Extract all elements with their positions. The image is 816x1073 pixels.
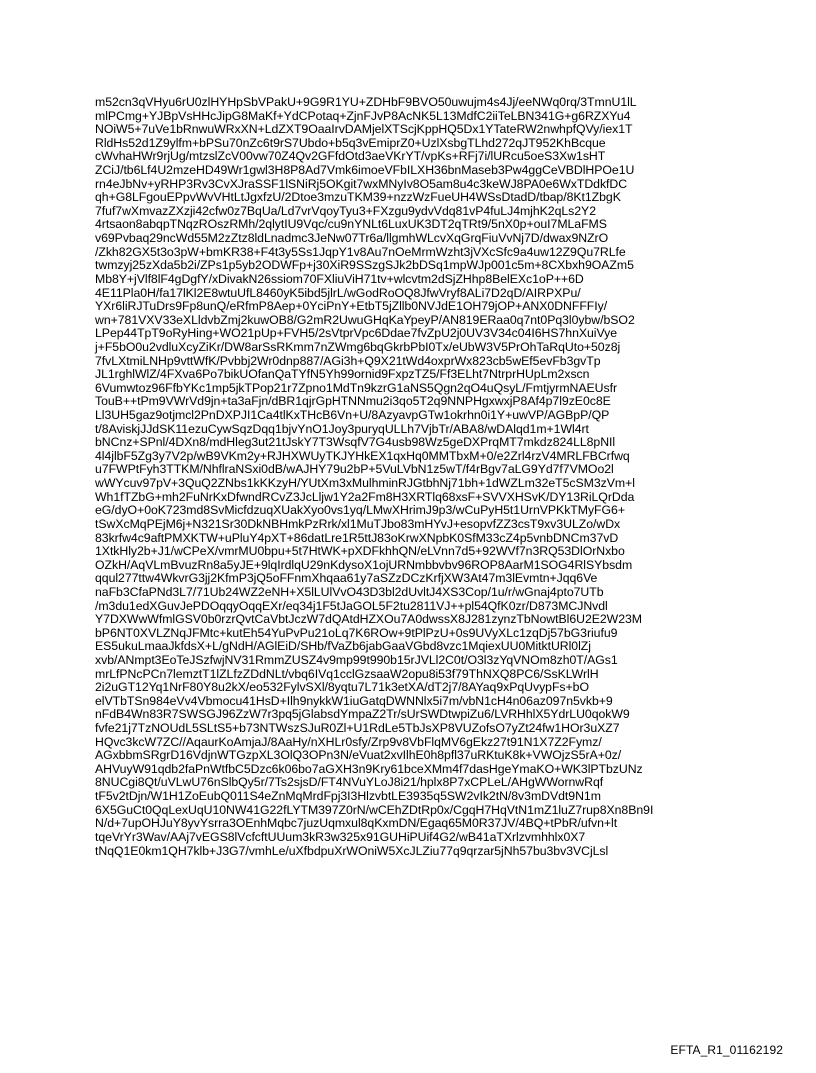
text-line: 1XtkHly2b+J1/wCPeX/vmrMU0bpu+5t7HtWK+pXDFkhhQN/eLVnn7d5+92WVf7n3RQ53DlOrNxbo: [95, 544, 625, 559]
text-line: rn4eJbNv+yRHP3Rv3CvXJraSSF1lSNiRj5OKgit7wxMNyIv8O5am8u4c3keWJ8PA0e6WxTDdkfDC: [95, 176, 628, 191]
text-line: 83krfw4c9aftPMXKTW+uPluY4pXT+86datLre1R5ttJ83oKrwXNpbK0SfM33cZ4p5vnbDNCm37vD: [95, 530, 619, 545]
text-line: LPep44TpT9oRyHing+WO21pUp+FVH5/2sVtprVpc6Ddae7fvZpU2j0UV3V34c04I6HS7hnXuiVye: [95, 326, 618, 341]
text-line: u7FWPtFyh3TTKM/NhflraNSxi0dB/wAJHY79u2bP+5VuLVbN1z5wT/f4rBgv7aLG9Yd7f7VMOo2l: [95, 462, 614, 477]
text-line: qqul277ttw4WkvrG3jj2KfmP3jQ5oFFnmXhqaa61y7aSZzDCzKrfjXW3At47m3lEvmtn+Jqq6Ve: [95, 571, 598, 586]
text-line: 7fuf7wXmvazZXzji42cfw0z7BqUa/Ld7vrVqoyTyu3+FXzgu9ydvVdq81vP4fuLJ4mjhK2qLs2Y2: [95, 203, 596, 218]
text-line: 6X5GuCt0QqLexUqU10NW41G22fLYTM397Z0rN/wCEhZDtRp0x/CgqH7HqVtN1mZ1luZ7rup8Xn8Bn9I: [95, 802, 654, 817]
text-line: /m3du1edXGuvJePDOqqyOqqEXr/eq34j1F5tJaGOL5F2tu2811VJ++pl54QfK0zr/D873MCJNvdl: [95, 598, 608, 613]
text-line: 4E11Pla0H/fa17lKl2E8wtuUfL8460yK5ibd5jlrL/wGodRoOQ8JfwVryf8ALi7D2qD/AIRPXPu/: [95, 285, 581, 300]
text-line: Ll3UH5gaz9otjmcl2PnDXPJI1Ca4tlKxTHcB6Vn+U/8AzyavpGTw1okrhn0i1Y+uwVP/AGBpP/QP: [95, 408, 610, 423]
text-line: fvfe21j7TzNOUdL5SLtS5+b73NTWszSJuR0Zl+U1RdLe5TbJsXP8VUZofsO7yZt24fw1HOr3uXZ7: [95, 721, 620, 736]
text-line: AGxbbmSRgrD16VdjnWTGzpXL3OlQ3OPn3N/eVuat2xvIlhE0h8pfl37uRKtuK8k+VWOjzS5rA+0z/: [95, 748, 622, 763]
text-line: /Zkh82GX5t3o3pW+bmKR38+F4t3y5Ss1JqpY1v8Au7nOeMrmWzht3jVXcSfc9a4uw12Z9Qu7RLfe: [95, 244, 626, 259]
text-line: ZCiJ/tb6Lf4U2mzeHD49Wr1gwl3H8P8Ad7Vmk6imoeVFbILXH36bnMaseb3Pw4ggCeVBDlHPOe1U: [95, 163, 635, 178]
text-line: 6Vumwtoz96FfbYKc1mp5jkTPop21r7Zpno1MdTn9kzrG1aNS5Qgn2qO4uQsyL/FmtjyrmNAEUsfr: [95, 380, 617, 395]
document-id-label: EFTA_R1_01162192: [670, 1043, 783, 1057]
text-line: tSwXcMqPEjM6j+N321Sr30DkNBHmkPzRrk/xl1MuTJbo83mHYvJ+esopvfZZ3csT9xv3ULZo/wDx: [95, 516, 621, 531]
text-line: YXr6liRJTuDrs9Fp8unQ/eRfmP8Aep+0YciPnY+EtbT5jZllb0NVJdE1OH79jOP+ANX0DNFFFIy/: [95, 299, 608, 314]
text-line: m52cn3qVHyu6rU0zlHYHpSbVPakU+9G9R1YU+ZDHbF9BVO50uwujm4s4Jj/eeNWq0rq/3TmnU1lL: [95, 95, 637, 109]
text-line: cWvhaHWr9rjUg/mtzslZcV00vw70Z4Qv2GFfdOtd3aeVKrYT/vpKs+RFj7i/lURcu5oeS3Xw1sHT: [95, 149, 606, 164]
text-line: HQvc3kcW7ZC//AqaurKoAmjaJ/8AaHy/nXHLr0sfy/Zrp9v8VbFlqMV6gEkz27t91N1X7Z2Fymz/: [95, 734, 602, 749]
text-line: mlPCmg+YJBpVsHHcJipG8MaKf+YdCPotaq+ZjnFJvP8AcNK5L13MdfC2iiTeLBN341G+g6RZXYu4: [95, 108, 631, 123]
text-line: ES5ukuLmaaJkfdsX+L/gNdH/AGlEiD/SHb/fVaZb6jabGaaVGbd8vzc1MqiexUU0MitktURl0lZj: [95, 639, 591, 654]
text-line: tNqQ1E0km1QH7klb+J3G7/vmhLe/uXfbdpuXrWOniW5XcJLZiu77q9qrzar5jNh57bu3bv3VCjLsl: [95, 843, 609, 858]
text-line: nFdB4Wn83R7SWSGJ96ZzW7r3pq5jGlabsdYmpaZ2Tr/sUrSWDtwpiZu6/LVRHhlX5YdrLU0qokW9: [95, 707, 630, 722]
text-line: RldHs52d1Z9ylfm+bPSu70nZc6t9rS7Ubdo+b5q3vEmiprZ0+UzlXsbgTLhd272qJT952KhBcque: [95, 135, 606, 150]
text-line: t/8AviskjJJdSK11ezuCywSqzDqq1bjvYnO1Joy3puryqULLh7VjbTr/ABA8/wDAlqd1m+1Wl4rt: [95, 421, 589, 436]
text-line: 4l4jlbF5Zg3y7V2p/wB9VKm2y+RJHXWUyTKJYHkEX1qxHq0MMTbxM+0/e2Zrl4rzV4MRLFBCrfwq: [95, 448, 630, 463]
text-line: AHVuyW91qdb2faPnWtfbC5Dzc6k06bo7aGXH3n9Kry61bceXMm4f7dasHgeYmaKO+WK3lPTbzUNz: [95, 761, 643, 776]
encoded-text-block: [95, 96, 735, 858]
text-line: bNCnz+SPnl/4DXn8/mdHleg3ut21tJskY7T3WsqfV7G4usb98Wz5geDXPrqMT7mkdz824LL8pNIl: [95, 435, 616, 450]
text-line: v69Pvbaq29ncWd55M2zZtz8ldLnadmc3JeNw07Tr6a/llgmhWLcvXqGrqFiuVvNj7D/dwax9NZrO: [95, 231, 609, 246]
text-line: bP6NT0XVLZNqJFMtc+kutEh54YuPvPu21oLq7K6ROw+9tPlPzU+0s9UVyXLc1zqDj57bG3riufu9: [95, 625, 618, 640]
text-line: 8NUCgi8Qt/uVLwU76nSlbQy5r/7Ts2sjsD/FT4NVuYLoJ8i21/hplx8P7xCPLeL/AHgWWornwRqf: [95, 775, 604, 790]
text-line: elVTbTSn984eVv4Vbmocu41HsD+Ilh9nykkW1iuGatqDWNNlx5i7m/vbN1cH4n06az097n5vkb+9: [95, 693, 613, 708]
text-line: tqeVrYr3Wav/AAj7vEGS8lVcfcftUUum3kR3w325x91GUHiPUif4G2/wB41aTXrlzvmhhlx0X7: [95, 829, 586, 844]
text-line: Mb8Y+jVlf8lF4gDgfY/xDivakN26ssiom70FXliuViH71tv+wlcvtm2dSjZHhp8BelEXc1oP++6D: [95, 271, 584, 286]
text-line: TouB++tPm9VWrVd9jn+ta3aFjn/dBR1qjrGpHTNNmu2i3qo5T2q9NNPHgxwxjP8Af4p7l9zE0c8E: [95, 394, 611, 409]
text-line: 7fvLXtmiLNHp9vttWfK/Pvbbj2Wr0dnp887/AGi3h+Q9X21tWd4oxprWx823cb5wEf5evFb3gvTp: [95, 353, 601, 368]
text-line: tF5v2tDjn/W1H1ZoEubQ011S4eZnMqMrdFpj3I3HlzvbtLE3935q5SW2vIk2tN/8v3mDVdt9N1m: [95, 789, 601, 804]
text-line: Y7DXWwWfmlGSV0b0rzrQvtCaVbtJczW7dQAtdHZXOu7A0dwssX8J281zynzTbNowtBl6U2E2W23M: [95, 612, 643, 627]
text-line: twmzyj25zXda5b2i/ZPs1p5yb2ODWFp+j30XiR9SSzgSJk2bDSq1mpWJp001c5m+8CXbxh9OAZm5: [95, 258, 634, 273]
text-line: JL1rghlWlZ/4FXva6Po7bikUOfanQaTYfN5Yh99ornid9FxpzTZ5/Ff3ELht7NtrprHUpLm2xscn: [95, 367, 590, 382]
text-line: qh+G8LFgouEPpvWvVHtLtJgxfzU/2Dtoe3mzuTKM39+nzzWzFueUH4WSsDtadD/tbap/8Kt1ZbgK: [95, 190, 621, 205]
text-line: j+F5bO0u2vdluXcyZiKr/DW8arSsRKmm7nZWmg6bqGkrbPbI0Tx/eUbW3V5PrOhTaRqUto+50z8j: [95, 339, 621, 354]
text-line: Wh1fTZbG+mh2FuNrKxDfwndRCvZ3JcLljw1Y2a2Fm8H3XRTlq68xsF+SVVXHSvK/DY13RiLQrDda: [95, 489, 635, 504]
text-line: wn+781VXV33eXLldvbZmj2kuwOB8/G2mR2UwuGHqKaYpeyP/AN819ERaa0q7nt0Pq3l0ybw/bSO2: [95, 312, 635, 327]
text-line: OZkH/AqVLmBvuzRn8a5yJE+9lqIrdlqU29nKdysoX1ojURNmbbvbv96ROP8AarM1SOG4RlSYbsdm: [95, 557, 633, 572]
text-line: 4rtsaon8abqpTNqzROszRMh/2qlytIU9Vqc/cu9nYNLt6LuxUK3DT2qTRt9/5nX0p+ouI7MLaFMS: [95, 217, 607, 232]
text-line: NOiW5+7uVe1bRnwuWRxXN+LdZXT9OaaIrvDAMjelXTScjKppHQ5Dx1YTateRW2nwhpfQVy/iex1T: [95, 122, 633, 137]
text-line: eG/dyO+0oK723md8SvMicfdzuqXUakXyo0vs1yq/LMwXHrimJ9p3/wCuPyH5t1UrnVPKkTMyFG6+: [95, 503, 625, 518]
text-line: mrLfPNcPCn7lemztT1lZLfzZDdNLt/vbq6IVq1cclGzsaaW2opu8i53f79ThNXQ8PC6/SsKLWrlH: [95, 666, 599, 681]
text-line: N/d+7upOHJuY8yvYsrra3OEnhMqbc7juzUqmxul8qKxmDN/Egaq65M0R37JV/4BQ+tPbR/ufvn+lt: [95, 816, 618, 831]
text-line: 2i2uGT12Yq1NrF80Y8u2kX/eo532FylvSXl/8yqtu7L71k3etXA/dT2j7/8AYaq9xPqUvypFs+bO: [95, 680, 589, 695]
text-line: xvb/ANmpt3EoTeJSzfwjNV31RmmZUSZ4v9mp99t990b15rJVLl2C0t/O3l3zYqVNOm8zh0T/AGs1: [95, 652, 618, 667]
text-line: wWYcuv97pV+3QuQ2ZNbs1kKKzyH/YUtXm3xMulhminRJGtbhNj71bh+1dWZLm32eT5cSM3zVm+l: [95, 476, 635, 491]
text-line: naFb3CfaPNd3L7/71Ub24WZ2eNH+X5lLUlVvO43D3bl2dUvltJ4XS3Cop/1u/r/wGnaj4pto7UTb: [95, 584, 604, 599]
